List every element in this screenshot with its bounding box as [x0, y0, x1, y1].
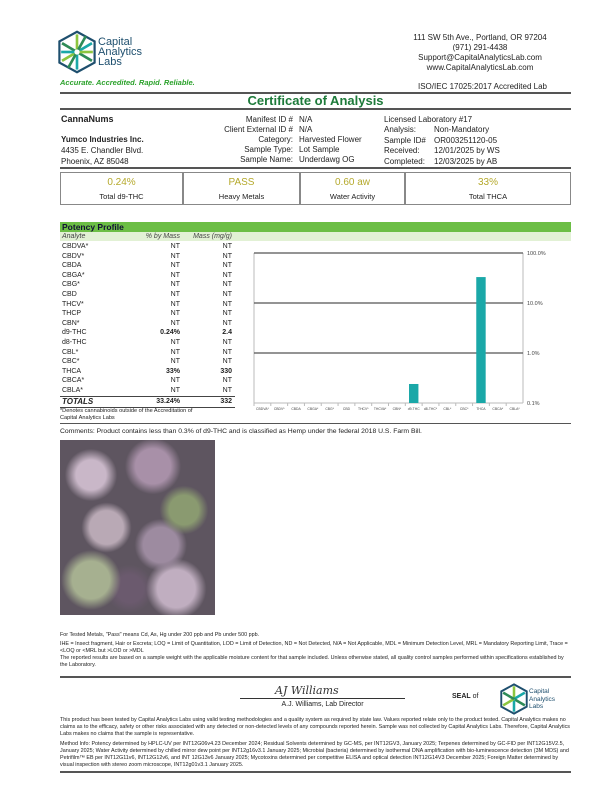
potency-chart: [250, 241, 570, 419]
potency-row: CBCA* NT NT: [62, 377, 232, 385]
seal-logo-icon: [500, 683, 528, 715]
x-tick-label: CBN*: [392, 407, 402, 411]
x-tick-label: CBLA*: [509, 407, 520, 411]
potency-row: CBN* NT NT: [62, 319, 232, 327]
x-tick-label: CBC*: [459, 407, 469, 411]
x-tick-label: THCA: [476, 407, 486, 411]
potency-row: CBGA* NT NT: [62, 271, 232, 279]
lab-info: Licensed Laboratory #17 Analysis: Non-Mandatory Sample ID# OR003251120-05 Received: 12/01/2025 by WS Completed: 12/03/2025 by AB: [384, 115, 500, 166]
page-title: Certificate of Analysis: [247, 93, 384, 108]
lab-logo-icon: [57, 30, 97, 74]
potency-row: CBC* NT NT: [62, 358, 232, 366]
x-tick-label: CBD: [342, 407, 351, 411]
seal-label: SEAL of: [452, 693, 479, 700]
x-tick-label: CBDA: [291, 407, 301, 411]
lab-field: Completed: 12/03/2025 by AB: [384, 156, 498, 166]
sample-info: [200, 115, 362, 165]
client-info: CannaNums Yumco Industries Inc. 4435 E. Chandler Blvd. Phoenix, AZ 85048: [61, 114, 144, 166]
accreditation-note: *Denotes cannabinoids outside of the Accreditation of Capital Analytics Labs: [60, 408, 193, 421]
lab-field: Received: 12/01/2025 by WS: [384, 146, 500, 155]
summary-box: 0.60 aw Water Activity: [300, 172, 405, 205]
potency-row: CBG* NT NT: [62, 281, 232, 289]
comments: Comments: Product contains less than 0.3% of d9-THC and is classified as Hemp under the federal 2018 U.S. Farm Bill.: [60, 428, 422, 435]
potency-row: THCA 33% 330: [62, 367, 232, 375]
x-tick-label: d9-THC: [407, 407, 420, 411]
potency-row: d9-THC 0.24% 2.4: [62, 329, 232, 337]
potency-row: CBDV* NT NT: [62, 252, 232, 260]
potency-row: CBLA* NT NT: [62, 387, 232, 394]
signature-image: AJ Williams: [275, 684, 339, 697]
sample-field: Sample Type: Lot Sample: [244, 145, 340, 154]
disclaimer: This product has been tested by Capital Analytics Labs using valid testing methodologies and a quality system as required by state law. Values reported relate only to the product tested. Capital Analytics makes no claims as to the efficacy, safety or other risks associated with any detected or non-detected levels of any compounds reported herein. Sample was not collected by Capital Analytics Labs. Therefore, Capital Analytics Labs makes no claims that the sample is representative.: [60, 717, 570, 737]
potency-heading: Potency Profile: [60, 222, 571, 232]
tagline: Accurate. Accredited. Rapid. Reliable.: [60, 78, 195, 87]
y-tick-label: 100.0%: [527, 251, 546, 257]
lab-name: Capital Analytics Labs: [98, 36, 143, 68]
sample-field: Category: Harvested Flower: [258, 135, 362, 144]
lab-field: Sample ID# OR003251120-05: [384, 135, 498, 145]
totals-row: TOTALS 33.24% 332: [62, 397, 232, 406]
x-tick-label: d8-THC*: [423, 407, 438, 411]
x-tick-label: CBDV*: [273, 407, 285, 411]
footnote: IHE = Insect fragment, Hair or Excreta; LOQ = Limit of Quantitation, LOD = Limit of Detection, ND = Not Detected, N/A = Not Applicable, MDL = Minimum Detection Level, MRL = Mandatory Reporting Limit, Trace = <LOQ or <MRL but >LOD or >MDL: [60, 641, 568, 654]
potency-row: CBDA NT NT: [62, 262, 232, 270]
x-tick-label: CBCA*: [492, 407, 504, 411]
sample-field: Sample Name: Underdawg OG: [240, 155, 355, 164]
potency-row: THCP NT NT: [62, 310, 232, 318]
potency-row: CBD NT NT: [62, 291, 232, 298]
footnote: For Tested Metals, "Pass" means Cd, As, Hg under 200 ppb and Pb under 500 ppb.: [60, 632, 260, 638]
summary-box: PASS Heavy Metals: [183, 172, 300, 205]
potency-row: CBL* NT NT: [62, 348, 232, 356]
x-tick-label: THCV*: [358, 407, 369, 411]
summary-box: 33% Total THCA: [405, 172, 571, 205]
potency-row: THCV* NT NT: [62, 300, 232, 308]
y-tick-label: 1.0%: [527, 351, 540, 357]
potency-row: CBDVA* NT NT: [62, 243, 232, 250]
x-tick-label: CBDVA*: [256, 407, 269, 411]
y-tick-label: 10.0%: [527, 301, 543, 307]
x-tick-label: THCVA*: [373, 407, 387, 411]
potency-header-row: Analyte % by Mass Mass (mg/g): [62, 233, 232, 240]
x-tick-label: CBG*: [325, 407, 334, 411]
x-tick-label: CBGA*: [307, 407, 319, 411]
y-tick-label: 0.1%: [527, 401, 540, 407]
method-info: Method Info: Potency determined by HPLC-UV per INT12G06v4.23 December 2024; Residual Solvents determined by GC-MS, per INT12GV3, January 2025; Terpenes determined by GC-FID per INT12G15V2.5, January 2025; Water Activity determined by chilled mirror dew point per INT12g16v3.1 January 2025; Microbial (bacteria) determined by isothermal DNA amplification with bio-luminescence detection (3M MDS) and Petrifilm™ EB per INT12G11v6, INT12G12v6, and INT 12G13v6 January 2025; Mycotoxins determined per competitive ELISA and optical detection INT12G14V3 December 2025; Foreign Matter determined by visual inspection with stereo zoom microscope, INT12g01v3.1 January 2025.: [60, 741, 569, 768]
bar-d9-THC: [409, 384, 418, 403]
sample-field: Manifest ID # N/A: [245, 115, 313, 124]
potency-row: d8-THC NT NT: [62, 339, 232, 346]
sample-photo: [60, 440, 215, 615]
footnote: The reported results are based on a sample weight with the applicable moisture content for that sample included. Unless otherwise stated, all quality control samples performed within specifications established by the Laboratory.: [60, 655, 564, 668]
signatory: A.J. Williams, Lab Director: [281, 701, 364, 708]
lab-contact: 111 SW 5th Ave., Portland, OR 97204 (971) 291-4438 Support@CapitalAnalyticsLab.com www.CapitalAnalyticsLab.com: [413, 33, 547, 72]
bar-THCA: [476, 277, 485, 403]
x-tick-label: CBL*: [443, 407, 452, 411]
accreditation: ISO/IEC 17025:2017 Accredited Lab: [418, 82, 547, 91]
sample-field: Client External ID # N/A: [224, 125, 313, 134]
summary-box: 0.24% Total d9-THC: [60, 172, 183, 205]
lab-field: Analysis: Non-Mandatory: [384, 125, 490, 134]
